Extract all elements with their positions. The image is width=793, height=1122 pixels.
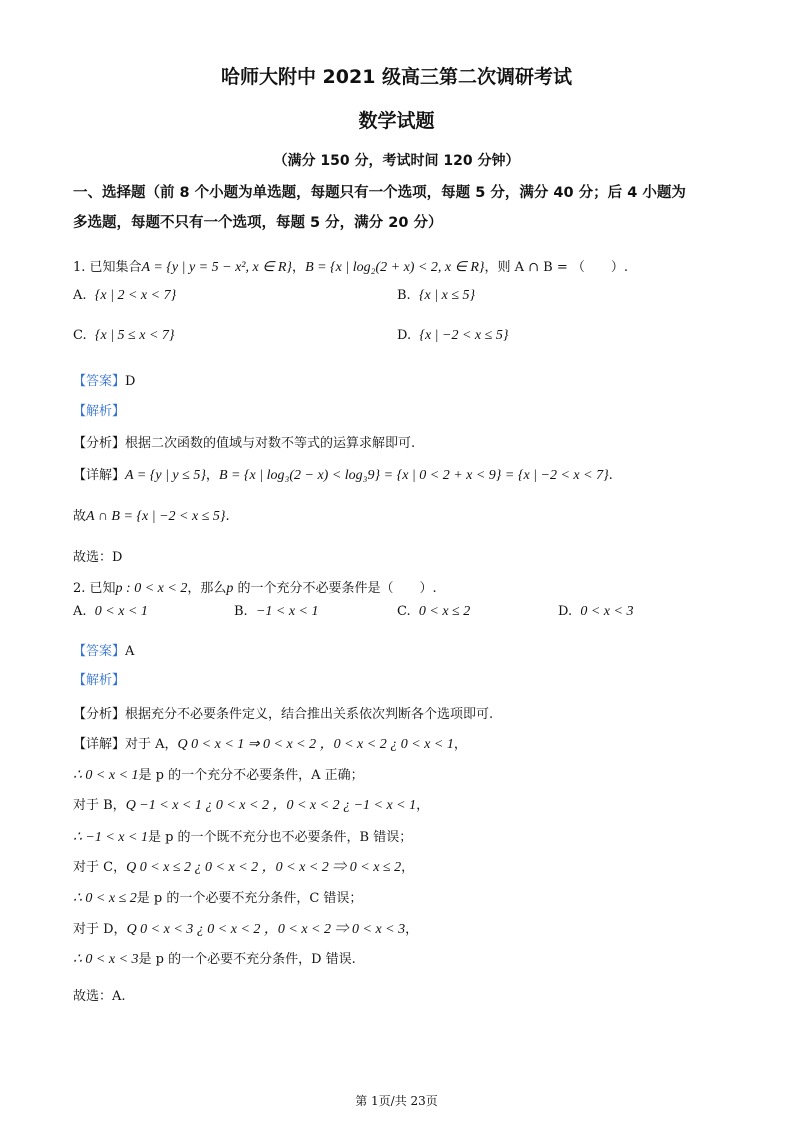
line-text-a: 对于 A， [125, 737, 178, 752]
page-title: 哈师大附中 2021 级高三第二次调研考试 [220, 66, 573, 88]
line-math: Q 0 < x < 3 ¿ 0 < x < 2 ，0 < x < 2 ⇒ 0 < x < 3 [126, 922, 406, 937]
line-text-a: 对于 D， [73, 922, 127, 937]
section-heading-line1: 一、选择题（前 8 个小题为单选题，每题只有一个选项，每题 5 分，满分 40 分；后 4 小题为 [73, 185, 686, 201]
q2-option-c [397, 604, 470, 620]
page-footer: 第 1页/共 23页 [355, 1094, 438, 1108]
line-text-b: ， [405, 922, 419, 937]
option-math: −1 < x < 1 [255, 604, 319, 619]
q2-line-conclusion-c [73, 887, 362, 907]
q2-xiangjie-line-a [73, 733, 467, 753]
q1-option-a [73, 288, 176, 304]
line-math: Q −1 < x < 1 ¿ 0 < x < 2 ，0 < x < 2 ¿ −1 < x < 1 [125, 798, 417, 813]
answer-tag: 【答案】 [73, 374, 126, 389]
option-label: B. [234, 604, 248, 619]
subject-title: 数学试题 [358, 110, 435, 132]
answer-value: A [125, 644, 135, 659]
analysis-tag: 【解析】 [73, 673, 126, 688]
q1-sep: ， [292, 260, 306, 275]
q1-stem [73, 256, 628, 276]
q2-line-conclusion-a [73, 764, 364, 784]
fenxi-text: 根据二次函数的值域与对数不等式的运算求解即可. [125, 436, 416, 451]
option-label: C. [397, 604, 411, 619]
q1-choose: 故选：D [73, 550, 123, 565]
q1-fenxi [73, 432, 415, 451]
line-math: Q 0 < x ≤ 2 ¿ 0 < x < 2 ，0 < x < 2 ⇒ 0 < x ≤ 2 [126, 860, 402, 875]
q2-stem-p2: p [226, 581, 234, 596]
q1-stem-suffix: ，则 A ∩ B = （ ）. [484, 260, 629, 275]
q1-option-c [73, 328, 175, 344]
q1-set-a: A = {y | y = 5 − x², x ∈ R} [141, 260, 293, 275]
line-text-a: 对于 B， [73, 798, 126, 813]
line-math: ∴ −1 < x < 1 [73, 830, 148, 845]
q2-stem-p: p : 0 < x < 2 [115, 581, 188, 596]
analysis-tag: 【解析】 [73, 404, 126, 419]
q1-xiangjie [73, 464, 613, 484]
section-heading-line2: 多选题，每题不只有一个选项，每题 5 分，满分 20 分） [73, 215, 443, 231]
answer-tag: 【答案】 [73, 644, 126, 659]
q2-answer [73, 640, 134, 659]
q2-stem-mid: ，那么 [187, 581, 227, 596]
q1-stem-prefix: 1. 已知集合 [73, 260, 142, 275]
line-math: ∴ 0 < x < 3 [73, 952, 139, 967]
option-math: 0 < x < 1 [94, 604, 148, 619]
gu-math: A ∩ B = {x | −2 < x ≤ 5} [86, 509, 226, 524]
q2-option-b [234, 604, 319, 620]
line-math: ∴ 0 < x < 1 [73, 768, 139, 783]
xiangjie-sep: ， [205, 468, 219, 483]
option-math: {x | 2 < x < 7} [94, 288, 177, 303]
xiangjie-tag: 【详解】 [73, 468, 126, 483]
line-text-b: ， [453, 737, 467, 752]
option-math: 0 < x ≤ 2 [418, 604, 471, 619]
line-text-b: 是 p 的一个既不充分也不必要条件，B 错误； [147, 830, 413, 845]
option-label: D. [397, 328, 412, 343]
line-text-a: 对于 C， [73, 860, 127, 875]
option-label: B. [397, 288, 411, 303]
q1-analysis [73, 400, 125, 419]
q1-answer [73, 370, 135, 389]
fenxi-tag: 【分析】 [73, 707, 126, 722]
line-math: Q 0 < x < 1 ⇒ 0 < x < 2 ，0 < x < 2 ¿ 0 < x < 1 [177, 737, 454, 752]
q2-line-b [73, 794, 429, 814]
fenxi-tag: 【分析】 [73, 436, 126, 451]
q2-stem [73, 577, 437, 597]
line-text-b: 是 p 的一个必要不充分条件，C 错误； [136, 891, 363, 906]
q2-option-d [558, 604, 633, 620]
line-math: ∴ 0 < x ≤ 2 [73, 891, 137, 906]
q2-choose: 故选：A. [73, 989, 126, 1004]
q2-stem-suffix: 的一个充分不必要条件是（ ）. [233, 581, 437, 596]
xiangjie-math-a: A = {y | y ≤ 5} [125, 468, 206, 483]
q2-fenxi [73, 703, 493, 722]
option-math: {x | −2 < x ≤ 5} [419, 328, 509, 343]
option-math: {x | x ≤ 5} [418, 288, 476, 303]
q1-conclusion [73, 505, 230, 525]
option-label: D. [558, 604, 573, 619]
gu-end: . [225, 509, 230, 524]
xiangjie-end: . [608, 468, 613, 483]
option-label: A. [73, 288, 87, 303]
fenxi-text: 根据充分不必要条件定义，结合推出关系依次判断各个选项即可. [125, 707, 494, 722]
answer-value: D [125, 374, 136, 389]
line-text-b: 是 p 的一个充分不必要条件，A 正确； [138, 768, 364, 783]
q2-stem-prefix: 2. 已知 [73, 581, 116, 596]
option-math: {x | 5 ≤ x < 7} [94, 328, 175, 343]
gu-prefix: 故 [73, 509, 87, 524]
q1-set-b: B = {x | log₂(2 + x) < 2, x ∈ R} [305, 260, 485, 275]
q1-option-d [397, 328, 508, 344]
q2-line-conclusion-b [73, 826, 412, 846]
option-label: C. [73, 328, 87, 343]
q1-option-b [397, 288, 475, 304]
q2-option-a [73, 604, 148, 620]
option-math: 0 < x < 3 [580, 604, 634, 619]
line-text-b: ， [401, 860, 415, 875]
line-text-b: 是 p 的一个必要不充分条件，D 错误. [138, 952, 356, 967]
q2-line-conclusion-d [73, 948, 356, 968]
q2-line-c [73, 856, 414, 876]
xiangjie-tag: 【详解】 [73, 737, 126, 752]
q2-line-d [73, 918, 418, 938]
option-label: A. [73, 604, 87, 619]
q2-analysis [73, 669, 125, 688]
line-text-b: ， [416, 798, 430, 813]
exam-info: （满分 150 分，考试时间 120 分钟） [273, 153, 520, 169]
xiangjie-math-b: B = {x | log₃(2 − x) < log₃9} = {x | 0 < 2 + x < 9} = {x | −2 < x < 7} [218, 468, 609, 483]
